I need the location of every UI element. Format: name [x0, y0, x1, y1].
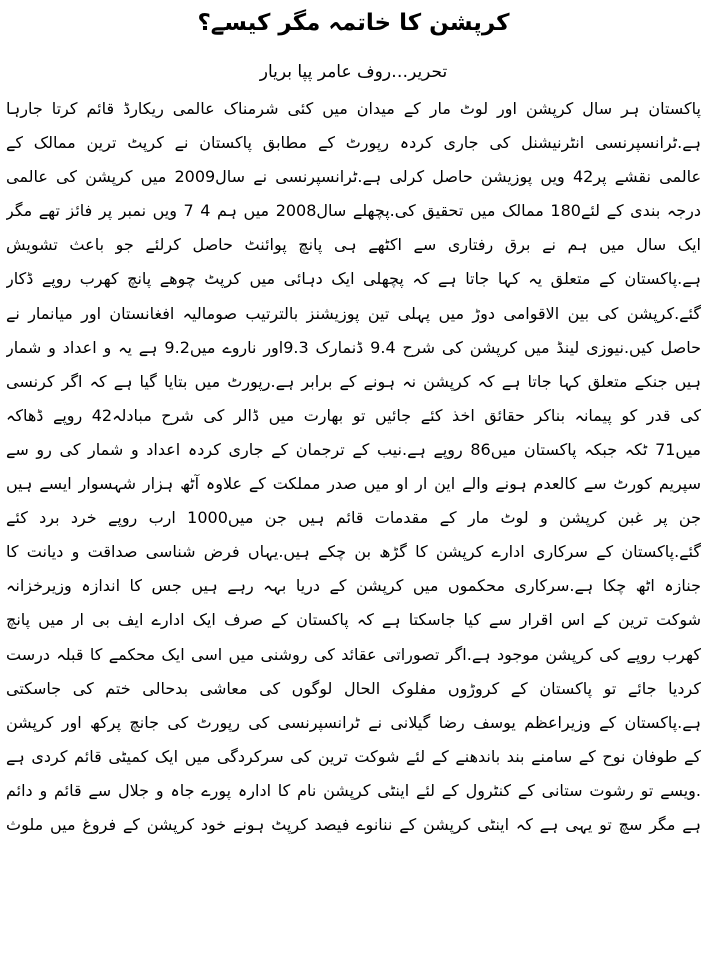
text-line: میں71 ٹکہ جبکہ پاکستان میں86 روپے ہے.نیب کے ترجمان کے جاری کردہ اعداد و شمار کی رو سے	[6, 439, 701, 459]
text-line: ہے مگر سچ تو یہی ہے کہ اینٹی کرپشن کے ننانوے فیصد کرپٹ ہونے خود کرپشن کے فروغ میں ملوث	[6, 814, 701, 834]
text-line: گئے.کرپشن کی بین الاقوامی دوڑ میں پہلی تین پوزیشنز بالترتیب صومالیہ افغانستان اور میانمار نے	[6, 303, 701, 323]
text-line: کردیا جائے تو پاکستان کے کروڑوں مفلوک الحال لوگوں کی معاشی بدحالی ختم کی جاسکتی	[6, 678, 701, 698]
text-line: پاکستان ہر سال کرپشن اور لوٹ مار کے میدان میں کئی شرمناک عالمی ریکارڈ قائم کرتا جارہا	[6, 99, 701, 118]
text-line: جن پر غبن کرپشن و لوٹ مار کے مقدمات قائم ہیں جن میں1000 ارب روپے خرد برد کئے	[6, 508, 701, 528]
article-body	[6, 92, 701, 842]
article-byline: تحریر…روف عامر پپا بریار	[259, 62, 448, 82]
text-line: سپریم کورٹ سے کالعدم ہونے والے این ار او میں صدر مملکت کے علاوہ آٹھ ہزار شہسوار ایسے ہیں	[6, 474, 701, 494]
text-line: عالمی نقشے پر42 ویں پوزیشن حاصل کرلی ہے.ٹرانسپرنسی نے سال2009 میں کرپشن کی عالمی	[6, 167, 701, 187]
text-line: جنازہ اٹھ چکا ہے.سرکاری محکموں میں کرپشن کے دریا بہہ رہے ہیں جس کا اندازہ وزیرخزانہ	[6, 576, 701, 596]
text-line: شوکت ترین کے اس اقرار سے کیا جاسکتا ہے کہ پاکستان کے صرف ایک ادارے ایف بی ار میں پانچ	[6, 610, 701, 630]
text-line: کے طوفان نوح کے سامنے بند باندھنے کے لئے شوکت ترین کی سرکردگی میں ایک کمیٹی قائم کردی ہے	[6, 746, 701, 766]
text-line: کی قدر کو پیمانہ بناکر حقائق اخذ کئے جائیں تو بھارت میں ڈالر کی شرح مبادلہ42 روپے ڈھاکہ	[6, 405, 701, 425]
article-title: کرپشن کا خاتمہ مگر کیسے؟	[197, 10, 510, 36]
text-line: ہیں جنکے متعلق کہا جاتا ہے کہ کرپشن نہ ہونے کے برابر ہے.رپورٹ میں بتایا گیا ہے کہ اگر کرنسی	[6, 371, 701, 391]
text-line: ہے.ٹرانسپرنسی انٹرنیشنل کی جاری کردہ رپورٹ کے مطابق پاکستان نے کرپٹ ترین ممالک کے	[6, 133, 701, 153]
text-line: .ویسے تو رشوت ستانی کے کنٹرول کے لئے اینٹی کرپشن نام کا ادارہ پورے جاہ و جلال سے قائم و دائم	[6, 780, 701, 800]
text-line: گئے.پاکستان کے سرکاری ادارے کرپشن کا گڑھ بن چکے ہیں.یہاں فرض شناسی صداقت و دیانت کا	[6, 542, 701, 562]
text-line: درجہ بندی کے لئے180 ممالک میں تحقیق کی.پچھلے سال2008 میں ہم 4 7 ویں نمبر پر فائز تھے مگر	[6, 201, 701, 221]
text-line: حاصل کیں.نیوزی لینڈ میں کرپشن کی شرح 9.4 ڈنمارک 9.3اور ناروے میں9.2 ہے یہ و اعداد و شمار	[6, 337, 701, 357]
text-line: ایک سال میں ہم نے برق رفتاری سے اکٹھے ہی پانچ پوائنٹ حاصل کرلئے جو باعث تشویش	[6, 235, 701, 255]
text-line: کھرب روپے کی کرپشن موجود ہے.اگر تصوراتی عقائد کی روشنی میں اسی ایک محکمے کا قبلہ درست	[6, 644, 701, 664]
text-line: ہے.پاکستان کے متعلق یہ کہا جاتا ہے کہ پچھلی ایک دہائی میں کرپٹ چوھے پانچ کھرب روپے ڈکار	[6, 269, 701, 289]
text-line: ہے.پاکستان کے وزیراعظم یوسف رضا گیلانی نے ٹرانسپرنسی کی رپورٹ کی جانچ پرکھ اور کرپشن	[6, 712, 701, 732]
